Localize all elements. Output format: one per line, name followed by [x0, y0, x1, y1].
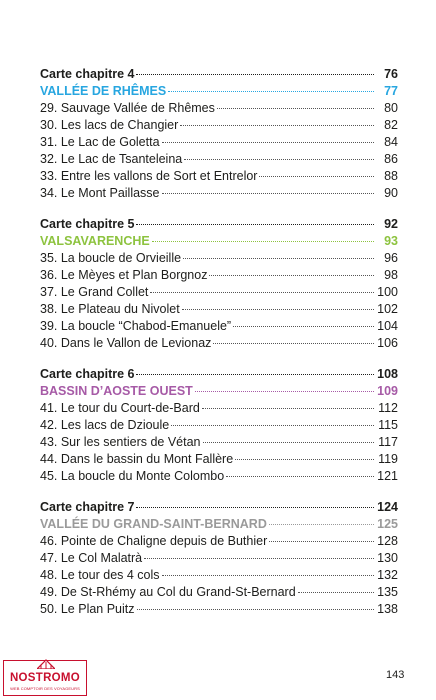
page-ref: 124 [377, 500, 398, 514]
dot-leader [171, 425, 374, 426]
item-label: 48. Le tour des 4 cols [40, 568, 160, 582]
page-ref: 86 [384, 152, 398, 166]
dot-leader [137, 609, 374, 610]
dot-leader [144, 558, 374, 559]
table-of-contents [40, 66, 398, 632]
dot-leader [202, 408, 374, 409]
chapter-section [40, 216, 398, 352]
page-ref: 102 [377, 302, 398, 316]
list-item[interactable] [40, 584, 398, 601]
page-ref: 108 [377, 367, 398, 381]
page-ref: 80 [384, 101, 398, 115]
dot-leader [233, 326, 374, 327]
dot-leader [162, 142, 374, 143]
item-label: 44. Dans le bassin du Mont Fallère [40, 452, 234, 466]
list-item[interactable] [40, 100, 398, 117]
dot-leader [213, 343, 374, 344]
list-item[interactable] [40, 335, 398, 352]
list-item[interactable] [40, 567, 398, 584]
item-label: 36. Le Mèyes et Plan Borgnoz [40, 268, 208, 282]
chapter-section [40, 499, 398, 618]
item-label: 47. Le Col Malatrà [40, 551, 143, 565]
item-label: 41. Le tour du Court-de-Bard [40, 401, 200, 415]
dot-leader [136, 74, 374, 75]
region-heading[interactable] [40, 233, 398, 250]
list-item[interactable] [40, 117, 398, 134]
page-ref: 138 [377, 602, 398, 616]
item-label: 32. Le Lac de Tsanteleina [40, 152, 183, 166]
region-label: BASSIN D’AOSTE OUEST [40, 384, 193, 398]
list-item[interactable] [40, 417, 398, 434]
region-heading[interactable] [40, 83, 398, 100]
dot-leader [269, 541, 374, 542]
logo-tagline: WEB COMPTOIR DES VOYAGEURS [10, 686, 80, 691]
region-label: VALSAVARENCHE [40, 234, 150, 248]
dot-leader [226, 476, 374, 477]
item-label: 35. La boucle de Orvieille [40, 251, 182, 265]
region-heading[interactable] [40, 516, 398, 533]
item-label: 38. Le Plateau du Nivolet [40, 302, 180, 316]
item-label: 37. Le Grand Collet [40, 285, 149, 299]
chapter-map-label: Carte chapitre 7 [40, 500, 135, 514]
list-item[interactable] [40, 250, 398, 267]
page-ref: 93 [384, 234, 398, 248]
item-label: 34. Le Mont Paillasse [40, 186, 160, 200]
dot-leader [184, 159, 374, 160]
dot-leader [209, 275, 374, 276]
page-ref: 100 [377, 285, 398, 299]
dot-leader [150, 292, 374, 293]
page-number: 143 [386, 669, 405, 681]
item-label: 43. Sur les sentiers de Vétan [40, 435, 201, 449]
item-label: 31. Le Lac de Goletta [40, 135, 160, 149]
list-item[interactable] [40, 284, 398, 301]
region-label: VALLÉE DU GRAND-SAINT-BERNARD [40, 517, 267, 531]
chapter-map-entry[interactable] [40, 499, 398, 516]
dot-leader [136, 374, 374, 375]
dot-leader [136, 507, 374, 508]
item-label: 49. De St-Rhémy au Col du Grand-St-Bernard [40, 585, 296, 599]
item-label: 46. Pointe de Chaligne depuis de Buthier [40, 534, 268, 548]
item-label: 50. Le Plan Puitz [40, 602, 135, 616]
page-ref: 77 [384, 84, 398, 98]
list-item[interactable] [40, 550, 398, 567]
list-item[interactable] [40, 185, 398, 202]
list-item[interactable] [40, 400, 398, 417]
list-item[interactable] [40, 601, 398, 618]
list-item[interactable] [40, 451, 398, 468]
list-item[interactable] [40, 434, 398, 451]
item-label: 45. La boucle du Monte Colombo [40, 469, 225, 483]
dot-leader [183, 258, 374, 259]
item-label: 42. Les lacs de Dzioule [40, 418, 170, 432]
page-ref: 84 [384, 135, 398, 149]
page-ref: 96 [384, 251, 398, 265]
list-item[interactable] [40, 318, 398, 335]
chapter-map-entry[interactable] [40, 366, 398, 383]
dot-leader [259, 176, 374, 177]
dot-leader [168, 91, 374, 92]
chapter-section [40, 66, 398, 202]
page-ref: 121 [377, 469, 398, 483]
page-ref: 125 [377, 517, 398, 531]
page-ref: 115 [378, 418, 398, 432]
dot-leader [162, 575, 374, 576]
region-heading[interactable] [40, 383, 398, 400]
page-ref: 76 [384, 67, 398, 81]
page-ref: 128 [377, 534, 398, 548]
dot-leader [152, 241, 374, 242]
dot-leader [269, 524, 374, 525]
dot-leader [217, 108, 374, 109]
chapter-section [40, 366, 398, 485]
dot-leader [195, 391, 374, 392]
page-ref: 92 [384, 217, 398, 231]
chapter-map-entry[interactable] [40, 66, 398, 83]
page-ref: 106 [377, 336, 398, 350]
page-ref: 135 [377, 585, 398, 599]
page-ref: 82 [384, 118, 398, 132]
page-ref: 130 [377, 551, 398, 565]
item-label: 39. La boucle “Chabod-Emanuele” [40, 319, 232, 333]
list-item[interactable] [40, 267, 398, 284]
region-label: VALLÉE DE RHÊMES [40, 84, 167, 98]
list-item[interactable] [40, 301, 398, 318]
nostromo-logo [3, 660, 87, 696]
list-item[interactable] [40, 134, 398, 151]
page-ref: 109 [377, 384, 398, 398]
chapter-map-label: Carte chapitre 6 [40, 367, 135, 381]
page-ref: 98 [384, 268, 398, 282]
item-label: 29. Sauvage Vallée de Rhêmes [40, 101, 215, 115]
list-item[interactable] [40, 168, 398, 185]
dot-leader [180, 125, 374, 126]
page-ref: 119 [378, 452, 398, 466]
page-ref: 104 [377, 319, 398, 333]
dot-leader [298, 592, 374, 593]
logo-brand: NOSTROMO [9, 672, 81, 684]
dot-leader [162, 193, 374, 194]
dot-leader [136, 224, 374, 225]
chapter-map-label: Carte chapitre 4 [40, 67, 135, 81]
chapter-map-entry[interactable] [40, 216, 398, 233]
list-item[interactable] [40, 533, 398, 550]
page-ref: 117 [378, 435, 398, 449]
dot-leader [182, 309, 374, 310]
page-ref: 90 [384, 186, 398, 200]
dot-leader [203, 442, 374, 443]
logo-roof-icon [37, 659, 55, 669]
dot-leader [235, 459, 374, 460]
list-item[interactable] [40, 468, 398, 485]
item-label: 33. Entre les vallons de Sort et Entrelor [40, 169, 258, 183]
list-item[interactable] [40, 151, 398, 168]
page-ref: 132 [377, 568, 398, 582]
item-label: 40. Dans le Vallon de Levionaz [40, 336, 212, 350]
page-ref: 88 [384, 169, 398, 183]
chapter-map-label: Carte chapitre 5 [40, 217, 135, 231]
item-label: 30. Les lacs de Changier [40, 118, 179, 132]
page-ref: 112 [378, 401, 398, 415]
